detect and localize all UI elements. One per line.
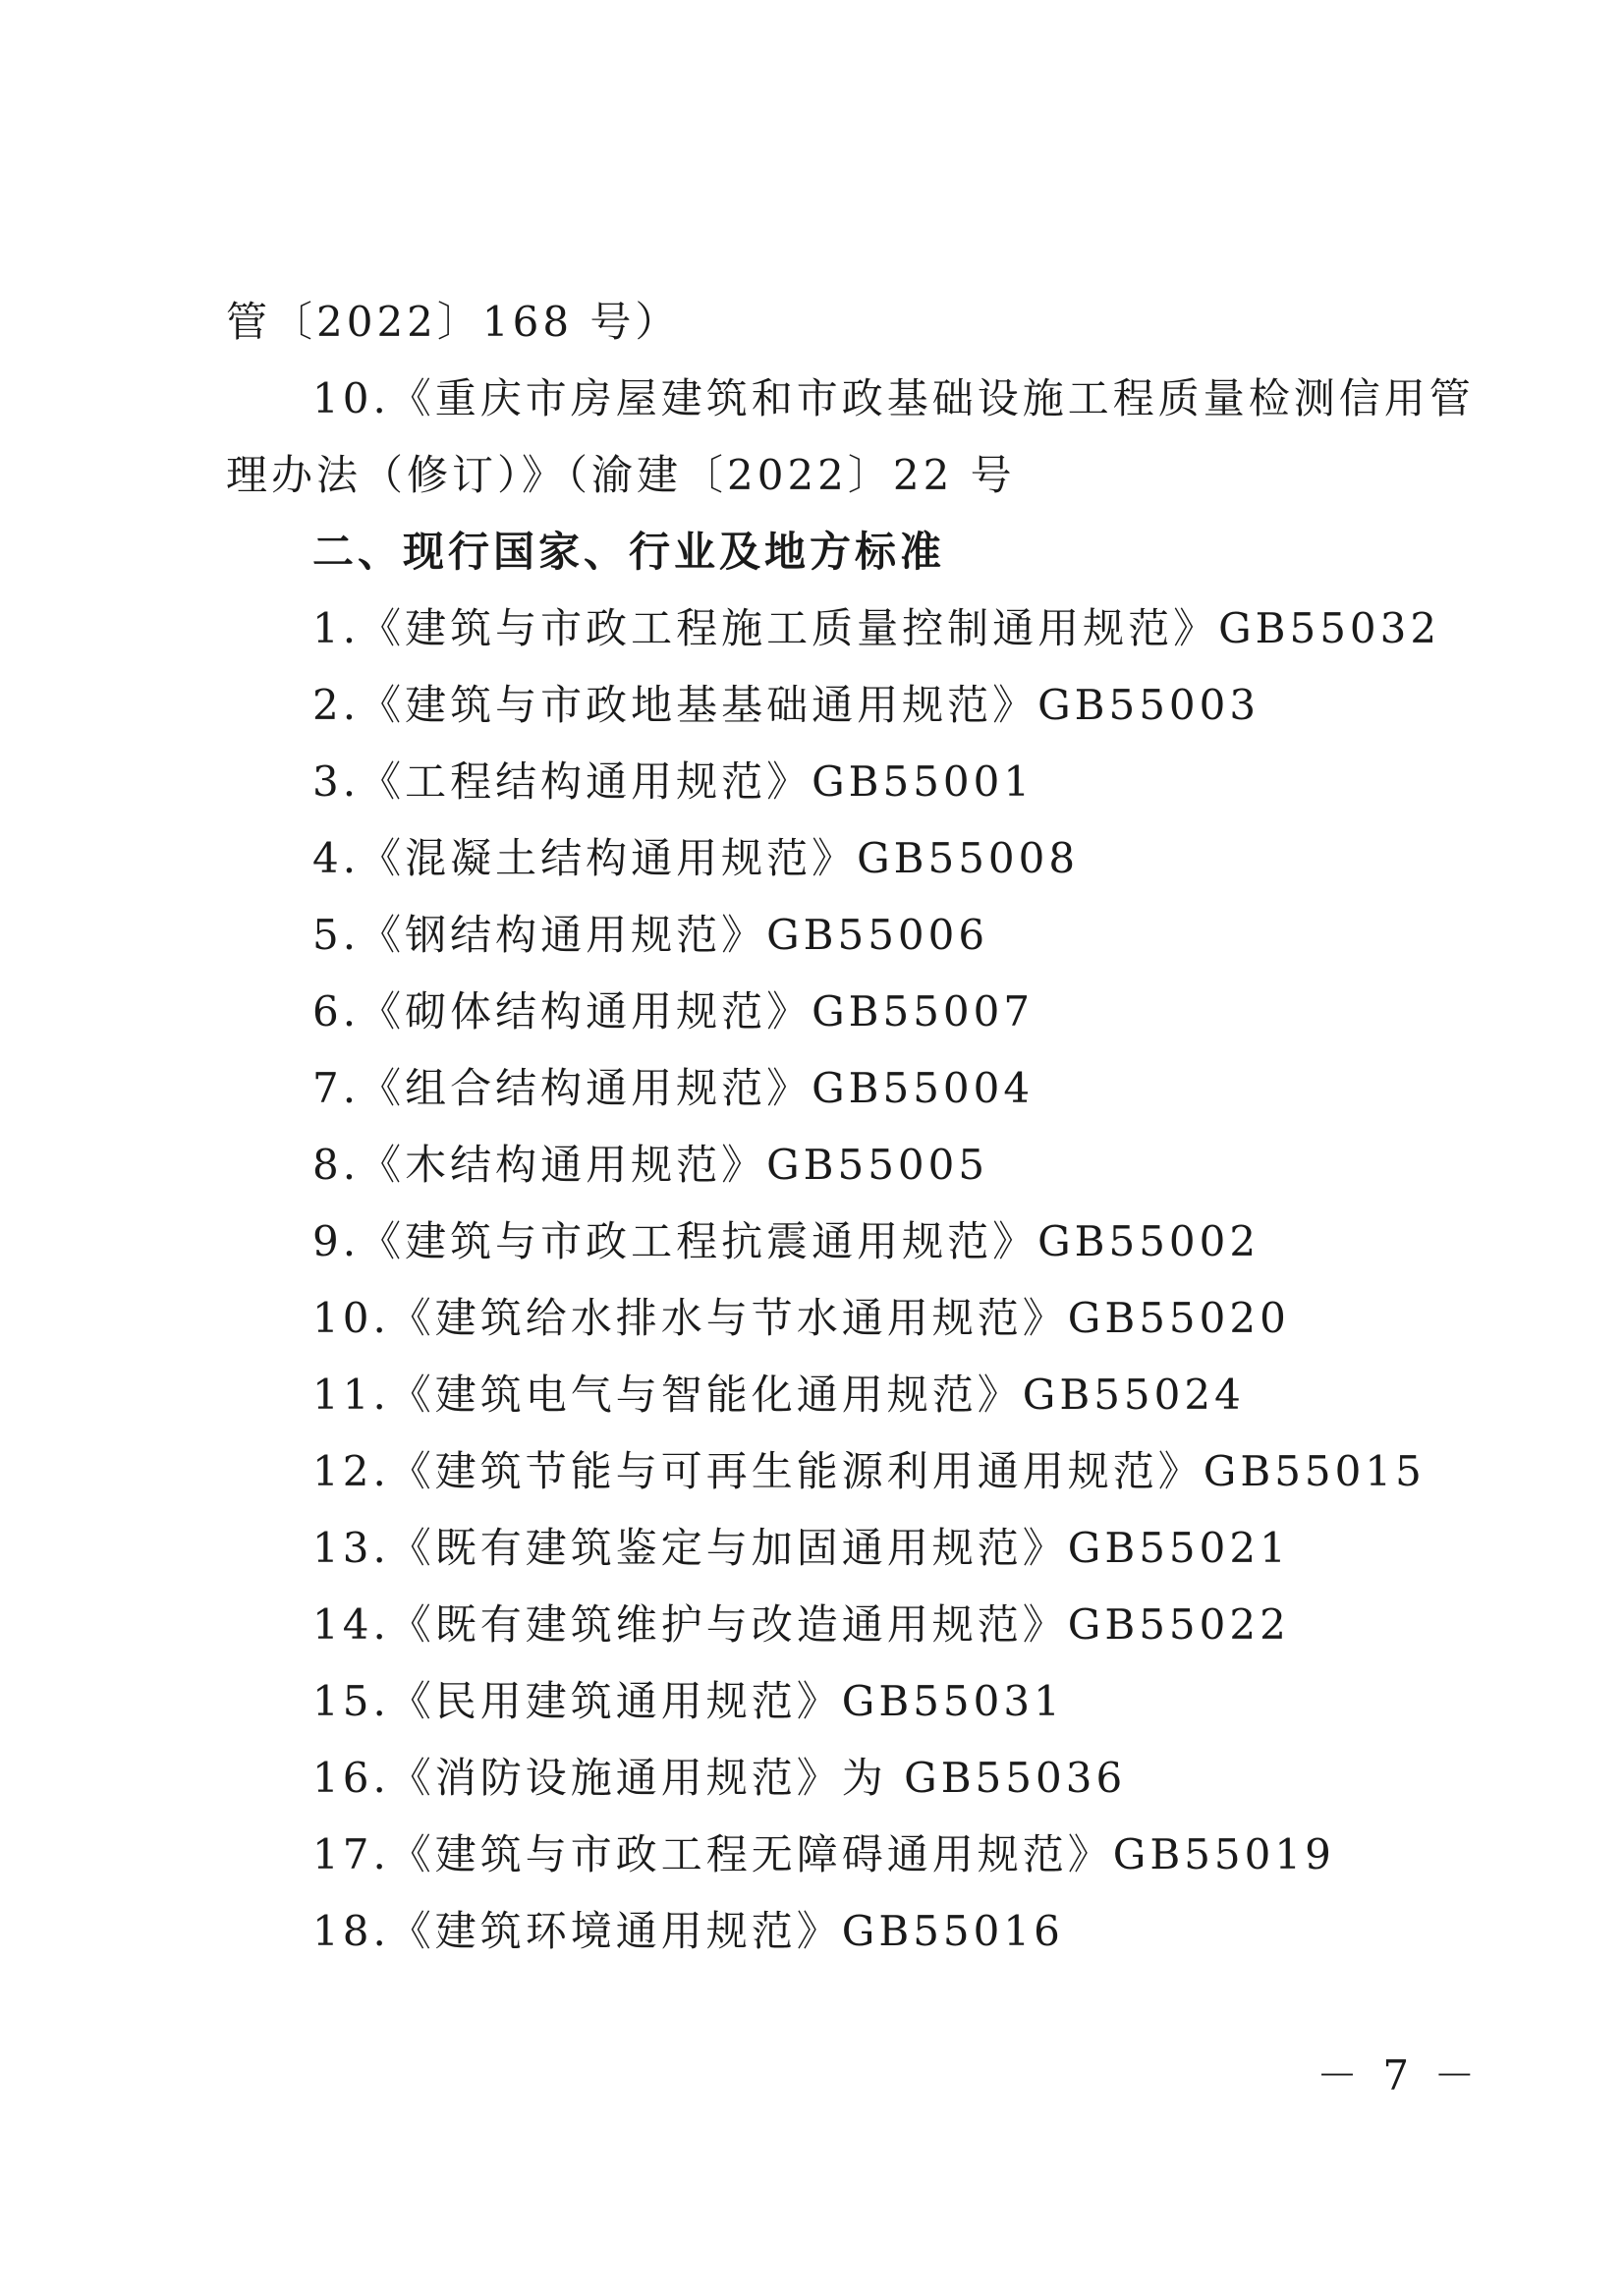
list-item: 13.《既有建筑鉴定与加固通用规范》GB55021 <box>312 1524 1290 1572</box>
list-item: 5.《钢结构通用规范》GB55006 <box>312 911 989 959</box>
list-item: 12.《建筑节能与可再生能源利用通用规范》GB55015 <box>312 1447 1426 1495</box>
list-item: 14.《既有建筑维护与改造通用规范》GB55022 <box>312 1600 1290 1649</box>
list-item: 4.《混凝土结构通用规范》GB55008 <box>312 834 1080 882</box>
list-item: 3.《工程结构通用规范》GB55001 <box>312 757 1035 806</box>
list-item: 8.《木结构通用规范》GB55005 <box>312 1141 989 1189</box>
list-item: 18.《建筑环境通用规范》GB55016 <box>312 1907 1064 1955</box>
list-item: 7.《组合结构通用规范》GB55004 <box>312 1064 1035 1112</box>
list-item: 11.《建筑电气与智能化通用规范》GB55024 <box>312 1371 1245 1419</box>
list-item: 10.《建筑给水排水与节水通用规范》GB55020 <box>312 1294 1290 1342</box>
list-item: 10.《重庆市房屋建筑和市政基础设施工程质量检测信用管 <box>312 374 1475 422</box>
page-number: － 7 － <box>1316 2051 1482 2100</box>
continuation-line: 理办法（修订）》（渝建〔2022〕22 号 <box>226 451 1016 499</box>
continuation-line: 管〔2022〕168 号） <box>226 298 681 346</box>
list-item: 17.《建筑与市政工程无障碍通用规范》GB55019 <box>312 1830 1335 1878</box>
list-item: 9.《建筑与市政工程抗震通用规范》GB55002 <box>312 1217 1260 1265</box>
list-item: 15.《民用建筑通用规范》GB55031 <box>312 1677 1064 1725</box>
list-item: 16.《消防设施通用规范》为 GB55036 <box>312 1754 1127 1802</box>
list-item: 2.《建筑与市政地基基础通用规范》GB55003 <box>312 681 1260 729</box>
list-item: 6.《砌体结构通用规范》GB55007 <box>312 987 1035 1036</box>
list-item: 1.《建筑与市政工程施工质量控制通用规范》GB55032 <box>312 604 1441 652</box>
section-heading: 二、现行国家、行业及地方标准 <box>312 528 946 576</box>
